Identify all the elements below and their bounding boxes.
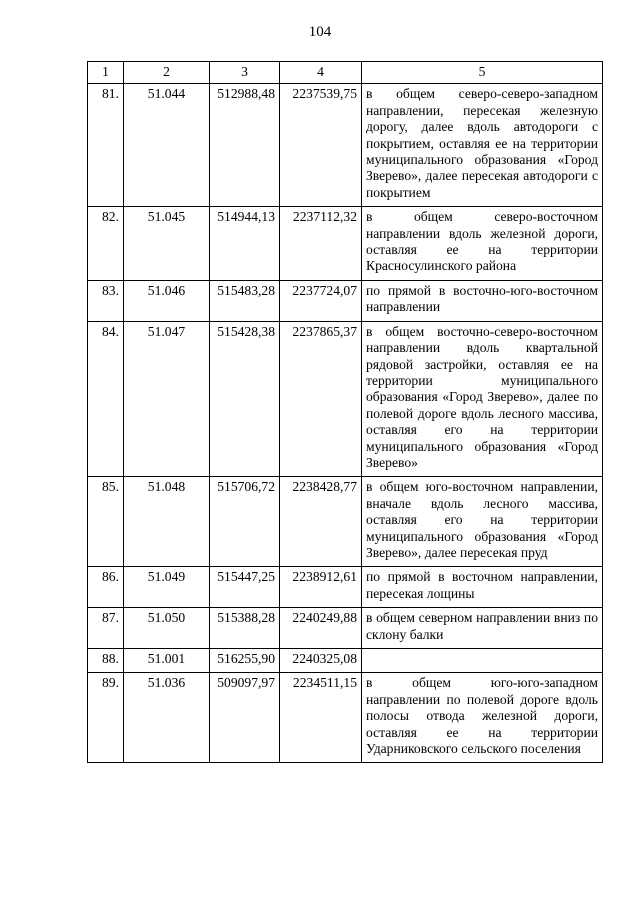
point-code: 51.036 (124, 673, 210, 763)
coordinate-x: 515706,72 (210, 477, 280, 567)
row-number: 84. (88, 321, 124, 477)
page-number: 104 (308, 24, 332, 40)
coordinate-y: 2237865,37 (280, 321, 362, 477)
point-code: 51.049 (124, 567, 210, 608)
table-row (88, 608, 603, 649)
coordinate-y: 2234511,15 (280, 673, 362, 763)
boundary-description: в общем юго-восточном направлении, вначале вдоль лесного массива, оставляя его на территории муниципального образования «Город Зверево», далее пересекая пруд (362, 477, 603, 567)
table-row (88, 207, 603, 281)
coordinate-y: 2237724,07 (280, 280, 362, 321)
boundary-points-table (87, 61, 603, 763)
point-code: 51.047 (124, 321, 210, 477)
row-number: 87. (88, 608, 124, 649)
point-code: 51.044 (124, 84, 210, 207)
column-header: 3 (210, 62, 280, 84)
coordinate-y: 2240249,88 (280, 608, 362, 649)
boundary-description (362, 649, 603, 673)
column-header: 1 (88, 62, 124, 84)
point-code: 51.046 (124, 280, 210, 321)
table-row (88, 673, 603, 763)
coordinate-x: 515483,28 (210, 280, 280, 321)
coordinate-x: 509097,97 (210, 673, 280, 763)
table-row (88, 477, 603, 567)
row-number: 82. (88, 207, 124, 281)
row-number: 81. (88, 84, 124, 207)
row-number: 83. (88, 280, 124, 321)
point-code: 51.045 (124, 207, 210, 281)
row-number: 89. (88, 673, 124, 763)
boundary-description: в общем юго-юго-западном направлении по полевой дороге вдоль полосы отвода железной дороги, оставляя ее на территории Ударниковского сельского поселения (362, 673, 603, 763)
table-row (88, 84, 603, 207)
boundary-description: в общем северо-восточном направлении вдоль железной дороги, оставляя ее на территории Красносулинского района (362, 207, 603, 281)
table-row (88, 649, 603, 673)
coordinate-x: 514944,13 (210, 207, 280, 281)
boundary-description: в общем северном направлении вниз по склону балки (362, 608, 603, 649)
coordinate-x: 512988,48 (210, 84, 280, 207)
coordinate-y: 2237539,75 (280, 84, 362, 207)
coordinate-x: 515447,25 (210, 567, 280, 608)
boundary-description: в общем восточно-северо-восточном направлении вдоль квартальной рядовой застройки, оставляя ее на территории муниципального образования «Город Зверево», далее по полевой дороге вдоль лесного массива, оставляя его на территории муниципального образования «Город Зверево» (362, 321, 603, 477)
coordinate-x: 516255,90 (210, 649, 280, 673)
column-header: 4 (280, 62, 362, 84)
point-code: 51.001 (124, 649, 210, 673)
coordinate-x: 515388,28 (210, 608, 280, 649)
row-number: 88. (88, 649, 124, 673)
point-code: 51.048 (124, 477, 210, 567)
row-number: 85. (88, 477, 124, 567)
table-row (88, 321, 603, 477)
boundary-description: в общем северо-северо-западном направлении, пересекая железную дорогу, далее вдоль автодороги с покрытием, оставляя ее на территории муниципального образования «Город Зверево», далее пересекая автодороги с покрытием (362, 84, 603, 207)
coordinate-y: 2238428,77 (280, 477, 362, 567)
row-number: 86. (88, 567, 124, 608)
coordinate-y: 2240325,08 (280, 649, 362, 673)
table-row (88, 280, 603, 321)
boundary-description: по прямой в восточно-юго-восточном направлении (362, 280, 603, 321)
coordinate-y: 2237112,32 (280, 207, 362, 281)
table-header-row (88, 62, 603, 84)
boundary-description: по прямой в восточном направлении, пересекая лощины (362, 567, 603, 608)
point-code: 51.050 (124, 608, 210, 649)
coordinate-y: 2238912,61 (280, 567, 362, 608)
column-header: 5 (362, 62, 603, 84)
table-row (88, 567, 603, 608)
coordinate-x: 515428,38 (210, 321, 280, 477)
column-header: 2 (124, 62, 210, 84)
